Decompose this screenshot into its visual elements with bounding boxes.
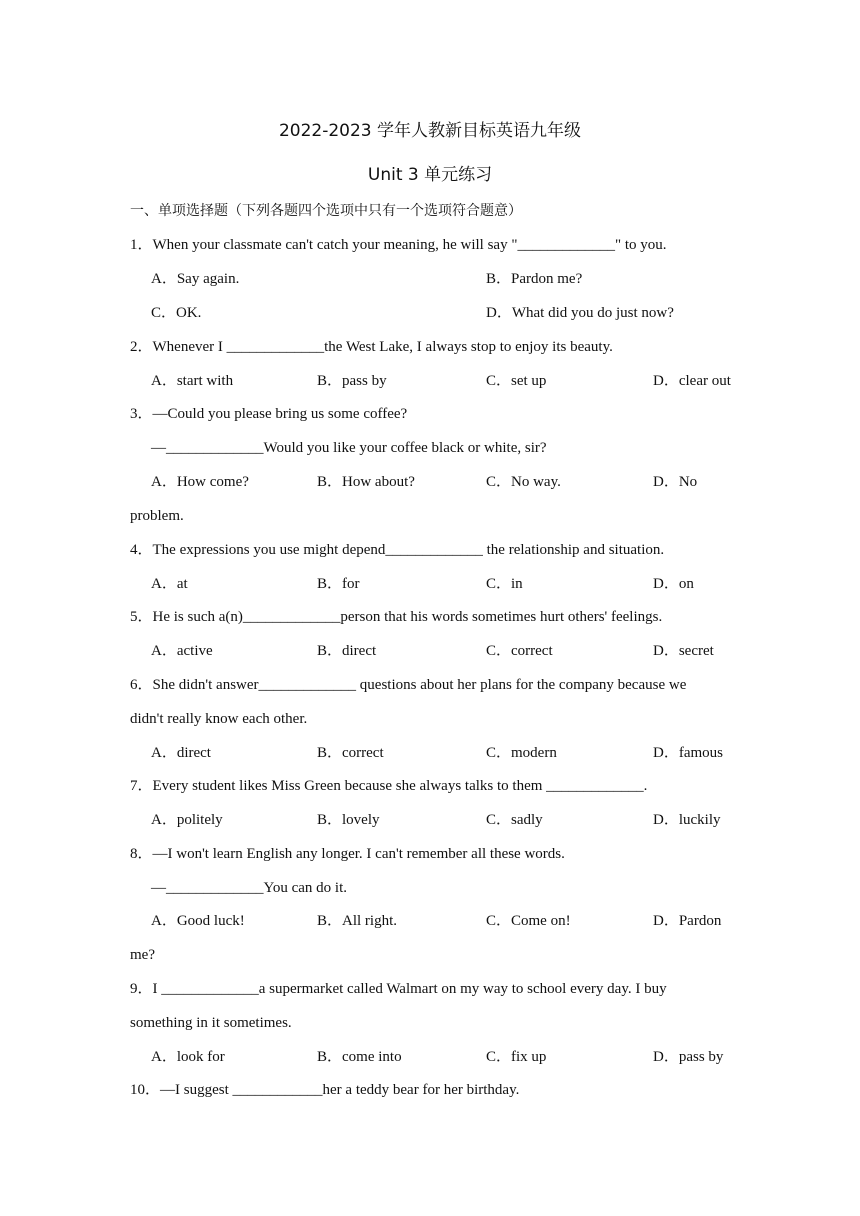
option-b: B．correct <box>317 745 384 761</box>
option-b: B．How about? <box>317 474 415 490</box>
option-a: A．direct <box>151 745 211 761</box>
question-8 <box>130 844 565 864</box>
option-c: C．fix up <box>486 1049 547 1065</box>
option-c: C．correct <box>486 643 553 659</box>
question-text: —I won't learn English any longer. I can't remember all these words. <box>152 846 565 862</box>
option-b: B．come into <box>317 1049 402 1065</box>
option-a: A．start with <box>151 373 234 389</box>
question-number: 7． <box>130 778 153 794</box>
question-text: When your classmate can't catch your meaning, he will say "_____________" to you. <box>152 237 667 253</box>
question-3 <box>130 404 407 424</box>
question-number: 2． <box>130 339 153 355</box>
question-2 <box>130 337 613 357</box>
document-subtitle: Unit 3 单元练习 <box>367 165 493 185</box>
question-number: 1． <box>130 237 153 253</box>
question-text: I _____________a supermarket called Walmart on my way to school every day. I buy <box>152 981 667 997</box>
option-c: C．modern <box>486 745 557 761</box>
option-a: A．politely <box>151 812 223 828</box>
question-number: 5． <box>130 609 153 625</box>
option-a: A．look for <box>151 1049 225 1065</box>
question-text: He is such a(n)_____________person that his words sometimes hurt others' feelings. <box>152 609 663 625</box>
option-a: A．at <box>151 576 188 592</box>
option-a: A．Good luck! <box>151 913 245 929</box>
question-9-continued: something in it sometimes. <box>130 1015 292 1031</box>
question-9 <box>130 979 667 999</box>
option-c: C．OK. <box>151 305 202 321</box>
question-text: Whenever I _____________the West Lake, I always stop to enjoy its beauty. <box>152 339 613 355</box>
option-c: C．No way. <box>486 474 561 490</box>
question-8-reply: —_____________You can do it. <box>151 880 347 896</box>
option-b: B．pass by <box>317 373 387 389</box>
option-b: B．lovely <box>317 812 380 828</box>
option-c: C．set up <box>486 373 547 389</box>
option-b: B．All right. <box>317 913 398 929</box>
option-d: D．famous <box>653 745 723 761</box>
option-d: D．What did you do just now? <box>486 305 674 321</box>
question-number: 8． <box>130 846 153 862</box>
question-text: The expressions you use might depend_____________ the relationship and situation. <box>152 542 665 558</box>
option-b: B．Pardon me? <box>486 271 583 287</box>
option-a: A．active <box>151 643 213 659</box>
question-text: Every student likes Miss Green because she always talks to them _____________. <box>152 778 648 794</box>
document-title: 2022-2023 学年人教新目标英语九年级 <box>278 121 582 141</box>
question-number: 6． <box>130 677 153 693</box>
section-heading: 一、单项选择题（下列各题四个选项中只有一个选项符合题意） <box>130 203 522 219</box>
option-d: D．No <box>653 474 698 490</box>
option-d: D．on <box>653 576 694 592</box>
option-d: D．secret <box>653 643 714 659</box>
option-a: A．Say again. <box>151 271 240 287</box>
question-number: 4． <box>130 542 153 558</box>
option-d: D．luckily <box>653 812 721 828</box>
question-1 <box>130 235 667 255</box>
question-text: —Could you please bring us some coffee? <box>152 406 408 422</box>
option-c: C．sadly <box>486 812 543 828</box>
option-d: D．Pardon <box>653 913 722 929</box>
option-a: A．How come? <box>151 474 249 490</box>
question-number: 9． <box>130 981 153 997</box>
question-number: 10． <box>130 1082 161 1098</box>
question-number: 3． <box>130 406 153 422</box>
option-d: D．clear out <box>653 373 731 389</box>
question-6-continued: didn't really know each other. <box>130 711 308 727</box>
question-text: —I suggest ____________her a teddy bear for her birthday. <box>160 1082 520 1098</box>
option-b: B．for <box>317 576 360 592</box>
question-10 <box>130 1080 519 1100</box>
question-text: She didn't answer_____________ questions about her plans for the company because we <box>152 677 687 693</box>
question-6 <box>130 675 686 695</box>
question-5 <box>130 607 662 627</box>
option-d-wrap: problem. <box>130 508 184 524</box>
option-c: C．Come on! <box>486 913 571 929</box>
question-7 <box>130 776 647 796</box>
option-b: B．direct <box>317 643 377 659</box>
option-c: C．in <box>486 576 523 592</box>
question-3-reply: —_____________Would you like your coffee black or white, sir? <box>151 440 547 456</box>
question-4 <box>130 540 664 560</box>
option-d-wrap: me? <box>130 947 155 963</box>
option-d: D．pass by <box>653 1049 724 1065</box>
